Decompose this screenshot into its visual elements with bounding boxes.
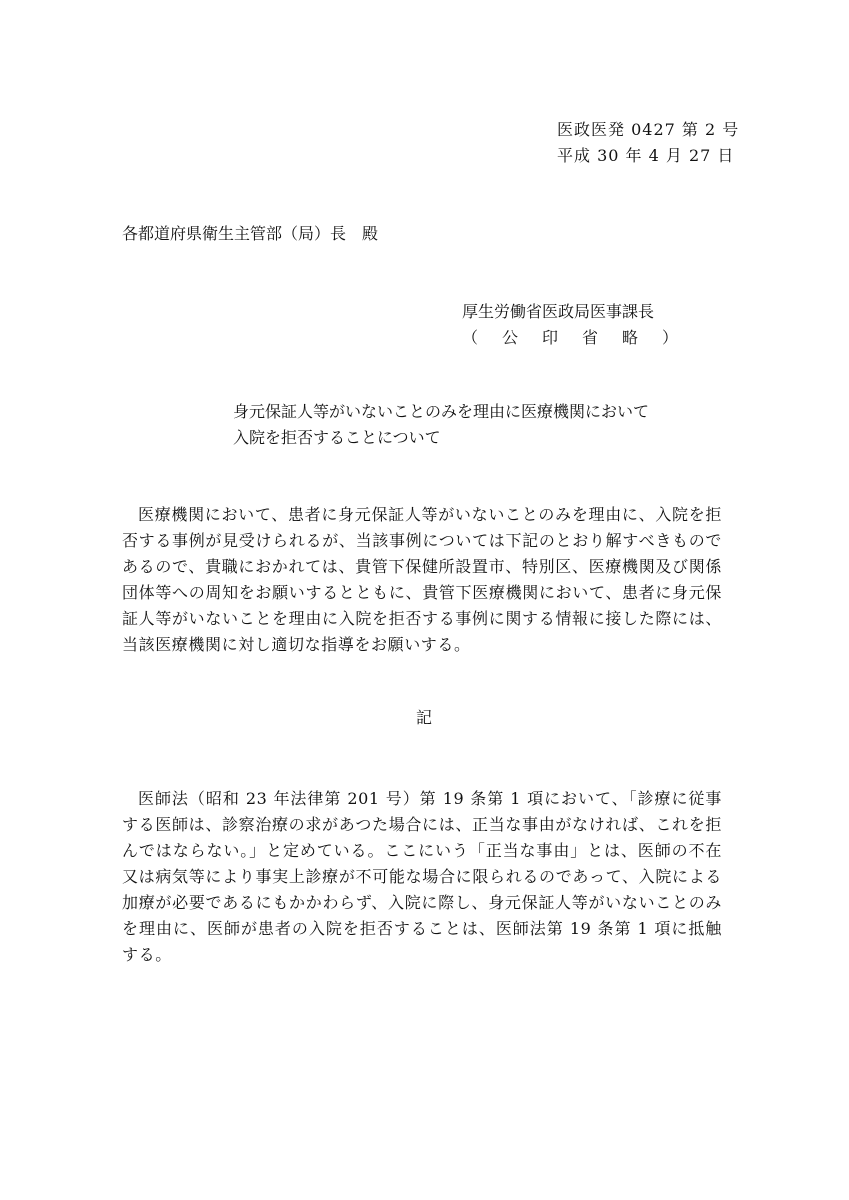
addressee: 各都道府県衛生主管部（局）長 殿 [122, 224, 379, 243]
sender-title: 厚生労働省医政局医事課長 [462, 302, 655, 321]
body-intro-text: 医療機関において、患者に身元保証人等がいないことのみを理由に、入院を拒否する事例が見受けられるが、当該事例については下記のとおり解すべきものであるので、貴職におかれては、貴管下保健所設置市、特別区、医療機関及び関係団体等への周知をお願いするとともに、貴管下医療機関において、患者に身元保証人等がいないことを理由に入院を拒否する事例に関する情報に接した際には、当該医療機関に対し適切な指導をお願いする。 [122, 505, 722, 654]
note-text: 医師法（昭和 23 年法律第 201 号）第 19 条第 1 項において、「診療に従事する医師は、診察治療の求があつた場合には、正当な事由がなければ、これを拒んではならない。」と定めている。ここにいう「正当な事由」とは、医師の不在又は病気等により事実上診療が不可能な場合に限られるのであって、入院による加療が必要であるにもかかわらず、入院に際し、身元保証人等がいないことのみを理由に、医師が患者の入院を拒否することは、医師法第 19 条第 1 項に抵触する。 [122, 789, 722, 964]
subject-line-2: 入院を拒否することについて [233, 428, 441, 447]
ki-heading: 記 [416, 708, 433, 727]
seal-omitted-note: （ 公 印 省 略 ） [462, 328, 683, 347]
note-paragraph [122, 786, 722, 968]
document-date: 平成 30 年 4 月 27 日 [557, 146, 735, 165]
body-paragraph [122, 502, 722, 658]
subject-line-1: 身元保証人等がいないことのみを理由に医療機関において [233, 402, 650, 421]
document-number: 医政医発 0427 第 2 号 [557, 120, 740, 139]
